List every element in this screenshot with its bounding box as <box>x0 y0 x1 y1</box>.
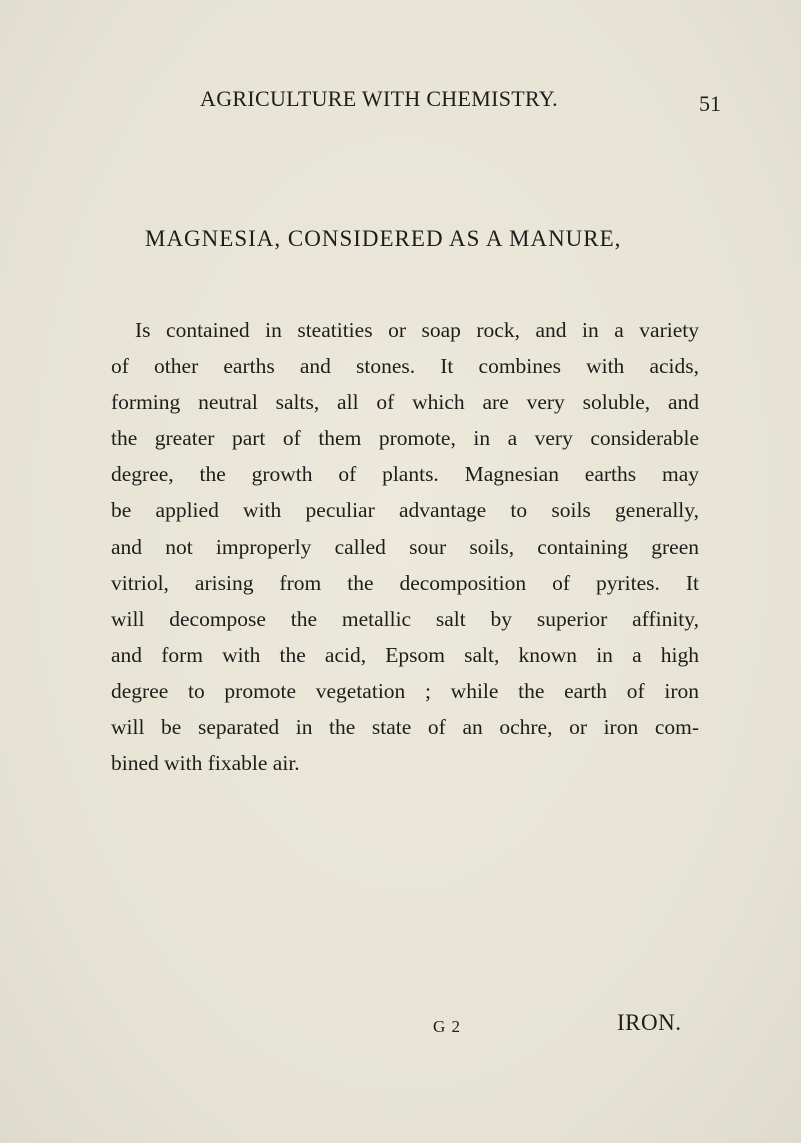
paragraph-line: forming neutral salts, all of which are very soluble, and <box>111 390 699 415</box>
page-number: 51 <box>699 91 721 116</box>
paragraph-line: and form with the acid, Epsom salt, known in a high <box>111 642 699 667</box>
running-head: AGRICULTURE WITH CHEMISTRY. <box>200 86 558 111</box>
section-title: MAGNESIA, CONSIDERED AS A MANURE, <box>145 226 622 251</box>
signature-mark: G 2 <box>433 1017 462 1036</box>
paragraph-line: and not improperly called sour soils, containing green <box>111 534 699 559</box>
paragraph-line: Is contained in steatities or soap rock, and in a variety <box>135 318 699 342</box>
paragraph-line: bined with fixable air. <box>111 751 300 776</box>
body-paragraph <box>111 312 699 781</box>
paragraph-line: will decompose the metallic salt by superior affinity, <box>111 606 699 631</box>
paragraph-line: of other earths and stones. It combines with acids, <box>111 354 699 379</box>
paragraph-line: degree, the growth of plants. Magnesian earths may <box>111 462 699 487</box>
paragraph-line: vitriol, arising from the decomposition of pyrites. It <box>111 570 699 595</box>
paragraph-line: will be separated in the state of an ochre, or iron com- <box>111 715 699 740</box>
paragraph-line: be applied with peculiar advantage to soils generally, <box>111 498 699 523</box>
paragraph-line: degree to promote vegetation ; while the earth of iron <box>111 678 699 703</box>
paragraph-line: the greater part of them promote, in a very considerable <box>111 426 699 451</box>
catchword: IRON. <box>617 1010 682 1035</box>
